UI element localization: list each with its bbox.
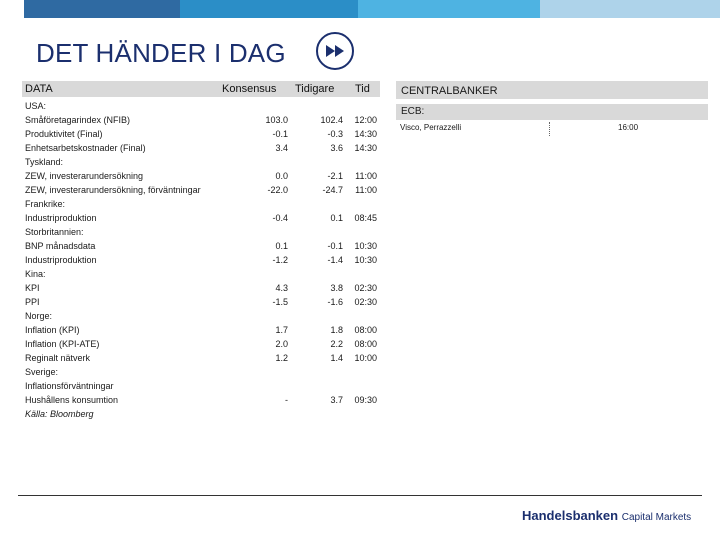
- row-label: USA:: [25, 101, 47, 111]
- tid-value: 08:45: [354, 213, 377, 223]
- speaker-time: 16:00: [618, 123, 639, 132]
- tid-value: 12:00: [354, 115, 377, 125]
- tidigare-value: 102.4: [320, 115, 343, 125]
- table-row: [22, 253, 380, 267]
- table-row: [22, 337, 380, 351]
- konsensus-value: -1.5: [272, 297, 288, 307]
- table-row: [22, 239, 380, 253]
- row-label: Produktivitet (Final): [25, 129, 103, 139]
- table-row: [22, 141, 380, 155]
- konsensus-value: -: [285, 395, 288, 405]
- tidigare-value: 2.2: [330, 339, 343, 349]
- data-table-header: [22, 81, 380, 97]
- konsensus-value: -1.2: [272, 255, 288, 265]
- tid-value: 08:00: [354, 325, 377, 335]
- tid-value: 02:30: [354, 297, 377, 307]
- tidigare-value: 0.1: [330, 213, 343, 223]
- tid-value: 10:30: [354, 241, 377, 251]
- footer-divider: [18, 495, 702, 496]
- header-tidigare: Tidigare: [295, 83, 335, 95]
- tidigare-value: -0.3: [327, 129, 343, 139]
- header-konsensus: Konsensus: [222, 83, 277, 95]
- logo-brand-sub: Capital Markets: [621, 512, 692, 523]
- row-label: ZEW, investerarundersökning, förväntningar: [25, 185, 201, 195]
- row-label: Inflation (KPI-ATE): [25, 339, 100, 349]
- row-label: Industriproduktion: [25, 255, 97, 265]
- row-label: Inflation (KPI): [25, 325, 80, 335]
- table-row: [22, 155, 380, 169]
- fast-forward-icon: [325, 44, 345, 58]
- topbar-segment: [24, 0, 180, 18]
- centralbanker-row: [396, 120, 708, 136]
- row-label: Storbritannien:: [25, 227, 84, 237]
- topbar-segment: [358, 0, 540, 18]
- tid-value: 10:00: [354, 353, 377, 363]
- table-row: [22, 127, 380, 141]
- tidigare-value: -2.1: [327, 171, 343, 181]
- row-label: Inflationsförväntningar: [25, 381, 114, 391]
- table-row: [22, 309, 380, 323]
- source-note: Källa: Bloomberg: [25, 409, 94, 419]
- tid-value: 08:00: [354, 339, 377, 349]
- topbar-segment: [540, 0, 720, 18]
- logo-brand: Handelsbanken: [522, 508, 619, 523]
- tid-value: 11:00: [355, 185, 377, 195]
- tidigare-value: -0.1: [327, 241, 343, 251]
- tid-value: 02:30: [354, 283, 377, 293]
- tidigare-value: -1.4: [327, 255, 343, 265]
- page-title: DET HÄNDER I DAG: [36, 38, 286, 68]
- table-row: [22, 281, 380, 295]
- row-label: Frankrike:: [25, 199, 66, 209]
- table-row: [22, 211, 380, 225]
- row-label: BNP månadsdata: [25, 241, 96, 251]
- tid-value: 11:00: [355, 171, 377, 181]
- konsensus-value: 1.7: [275, 325, 288, 335]
- konsensus-value: 0.0: [275, 171, 288, 181]
- row-label: Sverige:: [25, 367, 59, 377]
- row-label: Enhetsarbetskostnader (Final): [25, 143, 146, 153]
- next-slide-button[interactable]: [316, 32, 354, 70]
- topbar-segment: [0, 0, 24, 18]
- header-data: DATA: [25, 83, 53, 95]
- table-row: [22, 183, 380, 197]
- centralbanker-panel: [396, 81, 708, 136]
- row-label: Reginalt nätverk: [25, 353, 91, 363]
- ecb-header: ECB:: [396, 104, 708, 120]
- table-row: [22, 197, 380, 211]
- header-tid: Tid: [355, 83, 370, 95]
- data-rows: [22, 99, 380, 407]
- table-row: [22, 323, 380, 337]
- konsensus-value: -22.0: [267, 185, 288, 195]
- tid-value: 14:30: [354, 143, 377, 153]
- table-row: [22, 379, 380, 393]
- tidigare-value: 3.6: [330, 143, 343, 153]
- table-row: [22, 365, 380, 379]
- row-label: Kina:: [25, 269, 46, 279]
- tid-value: 14:30: [354, 129, 377, 139]
- row-label: KPI: [25, 283, 40, 293]
- table-row: [22, 295, 380, 309]
- tidigare-value: 1.4: [330, 353, 343, 363]
- tid-value: 10:30: [354, 255, 377, 265]
- tidigare-value: 1.8: [330, 325, 343, 335]
- row-label: Småföretagarindex (NFIB): [25, 115, 131, 125]
- table-row: [22, 267, 380, 281]
- row-label: Industriproduktion: [25, 213, 97, 223]
- row-label: PPI: [25, 297, 40, 307]
- tidigare-value: 3.7: [330, 395, 343, 405]
- data-table: [22, 81, 380, 421]
- row-label: Norge:: [25, 311, 53, 321]
- table-row: [22, 169, 380, 183]
- row-label: Tyskland:: [25, 157, 64, 167]
- konsensus-value: 1.2: [275, 353, 288, 363]
- speaker-names: Visco, Perrazzelli: [400, 123, 462, 132]
- konsensus-value: 4.3: [275, 283, 288, 293]
- handelsbanken-logo: [522, 508, 691, 523]
- konsensus-value: 103.0: [265, 115, 288, 125]
- centralbanker-header: CENTRALBANKER: [396, 81, 708, 99]
- konsensus-value: 2.0: [275, 339, 288, 349]
- table-row: [22, 113, 380, 127]
- dotted-divider: [549, 122, 550, 136]
- tid-value: 09:30: [354, 395, 377, 405]
- table-row: [22, 393, 380, 407]
- row-label: Hushållens konsumtion: [25, 395, 119, 405]
- top-color-bar: [0, 0, 720, 18]
- tidigare-value: -1.6: [327, 297, 343, 307]
- topbar-segment: [180, 0, 358, 18]
- konsensus-value: -0.4: [272, 213, 288, 223]
- konsensus-value: -0.1: [272, 129, 288, 139]
- table-row: [22, 225, 380, 239]
- tidigare-value: 3.8: [330, 283, 343, 293]
- row-label: ZEW, investerarundersökning: [25, 171, 144, 181]
- konsensus-value: 3.4: [275, 143, 288, 153]
- tidigare-value: -24.7: [322, 185, 343, 195]
- konsensus-value: 0.1: [275, 241, 288, 251]
- table-row: [22, 351, 380, 365]
- table-row: [22, 99, 380, 113]
